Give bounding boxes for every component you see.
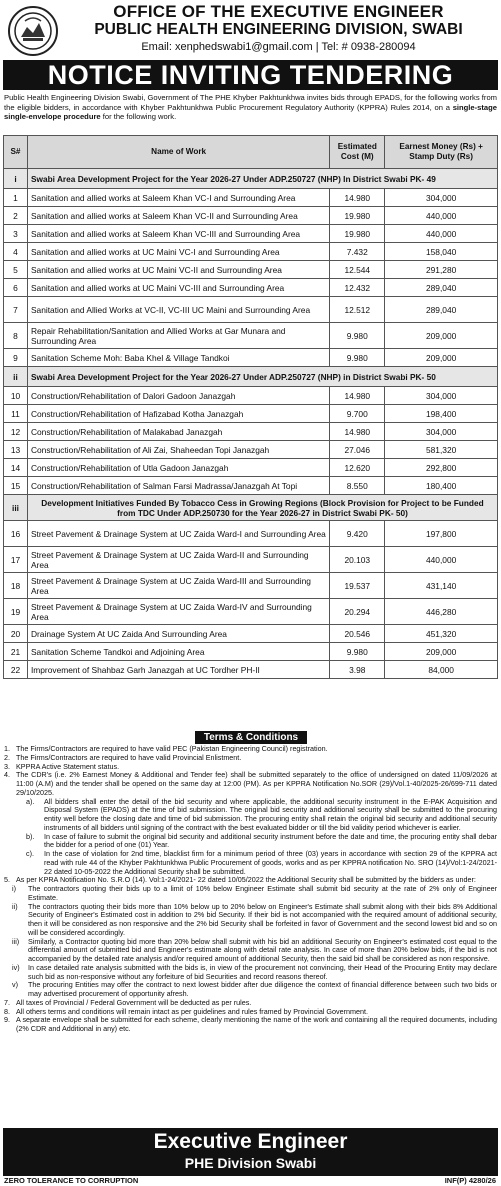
row-number: 14 [4, 459, 28, 477]
terms-item-text: In the case of violation for 2nd time, blacklist firm for a minimum period of three (03) years in accordance with section 29 of the KPPRA act read with rule 44 of the Khyber Pakhtunkhwa Public Procurement of goods, works and as per KPPRA notification No. SRO (14)/Vol:1-24/2021-22 dated 10-05-2022 the Additional Security shall be submitted. [44, 849, 497, 876]
terms-item-number: a). [26, 796, 35, 806]
earnest-money: 198,400 [385, 405, 498, 423]
section-row [4, 169, 498, 189]
estimated-cost: 19.980 [330, 207, 385, 225]
row-number: 21 [4, 643, 28, 661]
terms-item-text: Similarly, a Contractor quoting bid more than 20% below shall submit with his bid an additional Security on Engineer's estimated cost equal to the differential amount of submitted bid and Engineer's estimate along with detail rate analysis. In case of more than 20% below bids, if the bid is not accompanied by the detailed rate analysis and/or required amount of additional Security, then the said bid shall be considered as non responsive. [28, 936, 497, 963]
table-row [4, 261, 498, 279]
earnest-money: 304,000 [385, 423, 498, 441]
row-number: 1 [4, 189, 28, 207]
table-row [4, 207, 498, 225]
row-number: 3 [4, 225, 28, 243]
estimated-cost: 12.512 [330, 297, 385, 323]
earnest-money: 446,280 [385, 599, 498, 625]
earnest-money: 209,000 [385, 643, 498, 661]
table-row [4, 521, 498, 547]
row-number: 18 [4, 573, 28, 599]
terms-item [4, 1016, 497, 1034]
terms-item-number: 7. [4, 997, 10, 1007]
work-name: Sanitation and allied works at UC Maini VC-II and Surrounding Area [27, 261, 329, 279]
row-number: 9 [4, 349, 28, 367]
work-name: Construction/Rehabilitation of Ali Zai, Shaheedan Topi Janazgah [27, 441, 329, 459]
intro-text: Public Health Engineering Division Swabi, Government of The PHE Khyber Pakhtunkhwa invites bids through EPADS, for the following works from the eligible bidders, in accordance with Khyber Pakhtunkhwa Public Procurement Regulatory Authority (KPPRA) Rules 2014, on a [4, 93, 497, 112]
terms-item-text: The contractors quoting their bids more than 10% below up to 20% below on Engineer's Estimate shall submit along with their bids 8% Additional Security of Engineer's Estimated cost in addition to 2% bid Security. If their bid is not accompanied with the required amount of additional security, then it will be considered as non responsive and the 2% bid Security shall be forfeited in favor of Government and the second lowest bid and so on will be considered accordingly. [28, 901, 497, 937]
header-money: Earnest Money (Rs) + Stamp Duty (Rs) [385, 136, 498, 169]
terms-item-text: A separate envelope shall be submitted for each scheme, clearly mentioning the name of the work and containing all the required documents, including (2% CDR and Additional in any) etc. [16, 1015, 497, 1033]
estimated-cost: 14.980 [330, 387, 385, 405]
reference-number: INF(P) 4280/26 [444, 1176, 496, 1185]
terms-item-number: 2. [4, 752, 10, 762]
row-number: 2 [4, 207, 28, 225]
estimated-cost: 9.980 [330, 349, 385, 367]
work-name: Construction/Rehabilitation of Salman Farsi Madrassa/Janazgah At Topi [27, 477, 329, 495]
estimated-cost: 7.432 [330, 243, 385, 261]
contact-line: Email: xenphedswabi1@gmail.com | Tel: # 0938-280094 [141, 41, 416, 53]
terms-item-number: 4. [4, 770, 10, 780]
work-name: Street Pavement & Drainage System at UC Zaida Ward-III and Surrounding Area [27, 573, 329, 599]
estimated-cost: 20.103 [330, 547, 385, 573]
terms-item-number: 9. [4, 1015, 10, 1025]
header-sr: S# [4, 136, 28, 169]
row-number: 5 [4, 261, 28, 279]
estimated-cost: 9.420 [330, 521, 385, 547]
table-row [4, 225, 498, 243]
estimated-cost: 9.980 [330, 643, 385, 661]
intro-bold: single-stage single-envelope procedure [4, 102, 497, 122]
earnest-money: 304,000 [385, 387, 498, 405]
earnest-money: 289,040 [385, 297, 498, 323]
work-name: Sanitation and allied works at Saleem Khan VC-I and Surrounding Area [27, 189, 329, 207]
section-number: i [4, 169, 28, 189]
section-row [4, 495, 498, 521]
row-number: 7 [4, 297, 28, 323]
earnest-money: 451,320 [385, 625, 498, 643]
row-number: 17 [4, 547, 28, 573]
terms-conditions [4, 745, 497, 1034]
work-name: Sanitation and Allied Works at VC-II, VC-III UC Maini and Surrounding Area [27, 297, 329, 323]
row-number: 10 [4, 387, 28, 405]
earnest-money: 304,000 [385, 189, 498, 207]
work-name: Construction/Rehabilitation of Utla Gadoon Janazgah [27, 459, 329, 477]
row-number: 6 [4, 279, 28, 297]
terms-item-number: 1. [4, 744, 10, 753]
terms-item-text: The contractors quoting their bids up to a limit of 10% below Engineer Estimate shall submit bid security at the rate of 2% only of Engineer Estimate. [28, 884, 497, 902]
terms-item-number: iv) [12, 962, 20, 972]
terms-item-text: All others terms and conditions will remain intact as per guidelines and rules framed by Provincial Government. [16, 1006, 368, 1016]
work-name: Sanitation and allied works at UC Maini VC-I and Surrounding Area [27, 243, 329, 261]
work-name: Construction/Rehabilitation of Malakabad Janazgah [27, 423, 329, 441]
office-title: OFFICE OF THE EXECUTIVE ENGINEER [113, 2, 444, 21]
earnest-money: 209,000 [385, 323, 498, 349]
work-name: Street Pavement & Drainage System at UC Zaida Ward-I and Surrounding Area [27, 521, 329, 547]
table-row [4, 423, 498, 441]
earnest-money: 197,800 [385, 521, 498, 547]
row-number: 12 [4, 423, 28, 441]
work-name: Drainage System At UC Zaida And Surrounding Area [27, 625, 329, 643]
section-number: iii [4, 495, 28, 521]
table-row [4, 599, 498, 625]
terms-item-text: The CDR's (i.e. 2% Earnest Money & Additional and Tender fee) shall be submitted separately to the office of undersigned on dated 11/09/2026 at 11:00 (A.M) and the tender shall be opened on the same day at 12:00 (PM). As per KPPRA Notification No.SOR (29)/Vol.1-40/2025-26/699-711 dated 29/10/2025. [16, 770, 497, 797]
row-number: 20 [4, 625, 28, 643]
terms-item-number: ii) [12, 901, 18, 911]
terms-item-text: The Firms/Contractors are required to have valid Provincial Enlistment. [16, 752, 242, 762]
estimated-cost: 27.046 [330, 441, 385, 459]
government-seal-icon [8, 6, 58, 56]
estimated-cost: 8.550 [330, 477, 385, 495]
estimated-cost: 14.980 [330, 189, 385, 207]
table-row [4, 243, 498, 261]
terms-item-number: b). [26, 831, 35, 841]
notice-title: NOTICE INVITING TENDERING [3, 60, 498, 90]
earnest-money: 209,000 [385, 349, 498, 367]
earnest-money: 440,000 [385, 225, 498, 243]
terms-item [4, 771, 497, 797]
section-title: Swabi Area Development Project for the Year 2026-27 Under ADP.250727 (NHP) in District Swabi PK- 50 [27, 367, 497, 387]
header [2, 0, 499, 62]
footer-signature [3, 1128, 498, 1176]
estimated-cost: 19.537 [330, 573, 385, 599]
terms-item-text: In case of failure to submit the original bid security and additional security instrument before the date and time, the procuring entity shall debar the bidder for a period of one (01) Year. [44, 831, 497, 850]
section-title: Development Initiatives Funded By Tobacco Cess in Growing Regions (Block Provision for Project to be Funded from TDC Under ADP.250730 for the Year 2026-27 in District Swabi PK- 50) [27, 495, 497, 521]
work-name: Sanitation and allied works at Saleem Khan VC-III and Surrounding Area [27, 225, 329, 243]
work-name: Construction/Rehabilitation of Hafizabad Kotha Janazgah [27, 405, 329, 423]
division-title: PUBLIC HEALTH ENGINEERING DIVISION, SWABI [94, 21, 463, 38]
row-number: 15 [4, 477, 28, 495]
row-number: 4 [4, 243, 28, 261]
table-row [4, 459, 498, 477]
earnest-money: 581,320 [385, 441, 498, 459]
row-number: 11 [4, 405, 28, 423]
terms-item-number: c). [26, 849, 34, 858]
estimated-cost: 14.980 [330, 423, 385, 441]
row-number: 16 [4, 521, 28, 547]
table-row [4, 349, 498, 367]
work-name: Street Pavement & Drainage System at UC Zaida Ward-II and Surrounding Area [27, 547, 329, 573]
earnest-money: 431,140 [385, 573, 498, 599]
work-name: Construction/Rehabilitation of Dalori Gadoon Janazgah [27, 387, 329, 405]
earnest-money: 440,000 [385, 547, 498, 573]
table-row [4, 387, 498, 405]
terms-item-number: 8. [4, 1006, 10, 1016]
estimated-cost: 9.700 [330, 405, 385, 423]
work-name: Improvement of Shahbaz Garh Janazgah at UC Tordher PH-II [27, 661, 329, 679]
earnest-money: 84,000 [385, 661, 498, 679]
work-name: Sanitation and allied works at UC Maini VC-III and Surrounding Area [27, 279, 329, 297]
terms-item-number: i) [12, 884, 16, 893]
terms-item [4, 964, 497, 982]
earnest-money: 289,040 [385, 279, 498, 297]
table-row [4, 625, 498, 643]
terms-item [4, 938, 497, 964]
header-cost: Estimated Cost (M) [330, 136, 385, 169]
work-name: Repair Rehabilitation/Sanitation and Allied Works at Gar Munara and Surrounding Area [27, 323, 329, 349]
row-number: 13 [4, 441, 28, 459]
work-name: Sanitation and allied works at Saleem Khan VC-II and Surrounding Area [27, 207, 329, 225]
table-row [4, 661, 498, 679]
terms-item [4, 798, 497, 833]
table-row [4, 643, 498, 661]
estimated-cost: 9.980 [330, 323, 385, 349]
row-number: 22 [4, 661, 28, 679]
row-number: 19 [4, 599, 28, 625]
table-row [4, 189, 498, 207]
slogan: ZERO TOLERANCE TO CORRUPTION [4, 1176, 139, 1185]
footer-title: Executive Engineer [153, 1130, 348, 1153]
terms-item-text: KPPRA Active Statement status. [16, 761, 120, 771]
work-name: Sanitation Scheme Moh: Baba Khel & Village Tandkoi [27, 349, 329, 367]
table-row [4, 279, 498, 297]
table-row [4, 297, 498, 323]
table-row [4, 441, 498, 459]
terms-item-text: All bidders shall enter the detail of the bid security and where applicable, the additional security instrument in the E-PAK Acquisition and Disposal System (EPADS) at the time of bid submission. The original bid security and additional security shall be submitted to the procuring entity well before the closing date and time of bid submission. The procuring entity shall retain the original bid security and additional security instruments of all bidders until signing of the contract with the best evaluated bidder or till the bid validity period whichever is earlier. [44, 796, 497, 832]
intro-paragraph [4, 93, 497, 122]
table-row [4, 323, 498, 349]
terms-title: Terms & Conditions [195, 731, 307, 744]
terms-item [4, 850, 497, 876]
earnest-money: 180,400 [385, 477, 498, 495]
terms-item [4, 981, 497, 999]
table-row [4, 547, 498, 573]
earnest-money: 291,280 [385, 261, 498, 279]
estimated-cost: 12.544 [330, 261, 385, 279]
table-row [4, 405, 498, 423]
section-row [4, 367, 498, 387]
section-number: ii [4, 367, 28, 387]
terms-item [4, 903, 497, 938]
work-name: Sanitation Scheme Tandkoi and Adjoining Area [27, 643, 329, 661]
section-title: Swabi Area Development Project for the Year 2026-27 Under ADP.250727 (NHP) In District Swabi PK- 49 [27, 169, 497, 189]
terms-item-number: iii) [12, 936, 20, 946]
estimated-cost: 12.432 [330, 279, 385, 297]
terms-item: 5. As per KPRA Notification No. S.R.O (14). Vol:1-24/2021- 22 dated 10/05/2022 the Additional Security shall be submitted by the bidders as under: [4, 875, 476, 885]
estimated-cost: 19.980 [330, 225, 385, 243]
works-table [3, 135, 498, 679]
terms-item-text: The procuring Entities may offer the contract to next lowest bidder after due diligence the context of financial difference between such two bids or may advertised procurement of opportunity afresh. [28, 980, 497, 998]
terms-item-text: The Firms/Contractors are required to have valid PEC (Pakistan Engineering Council) registration. [16, 744, 328, 753]
terms-item-number: 3. [4, 761, 10, 771]
row-number: 8 [4, 323, 28, 349]
estimated-cost: 12.620 [330, 459, 385, 477]
estimated-cost: 20.294 [330, 599, 385, 625]
estimated-cost: 20.546 [330, 625, 385, 643]
terms-item-text: All taxes of Provincial / Federal Government will be deducted as per rules. [16, 997, 252, 1007]
earnest-money: 292,800 [385, 459, 498, 477]
earnest-money: 158,040 [385, 243, 498, 261]
table-row [4, 573, 498, 599]
estimated-cost: 3.98 [330, 661, 385, 679]
header-name: Name of Work [27, 136, 329, 169]
table-row [4, 477, 498, 495]
earnest-money: 440,000 [385, 207, 498, 225]
terms-item [4, 885, 497, 903]
terms-item [4, 833, 497, 851]
intro-tail: for the following work. [100, 112, 177, 122]
footer-subtitle: PHE Division Swabi [184, 1155, 317, 1171]
terms-item-text: In case detailed rate analysis submitted with the bids is, in view of the procurement not convincing, their Head of the Procuring Entity may declare such bid as non-responsive without any forfeiture of bid Securities and record reasons thereof. [28, 962, 497, 981]
work-name: Street Pavement & Drainage System at UC Zaida Ward-IV and Surrounding Area [27, 599, 329, 625]
terms-item-number: v) [12, 980, 18, 990]
